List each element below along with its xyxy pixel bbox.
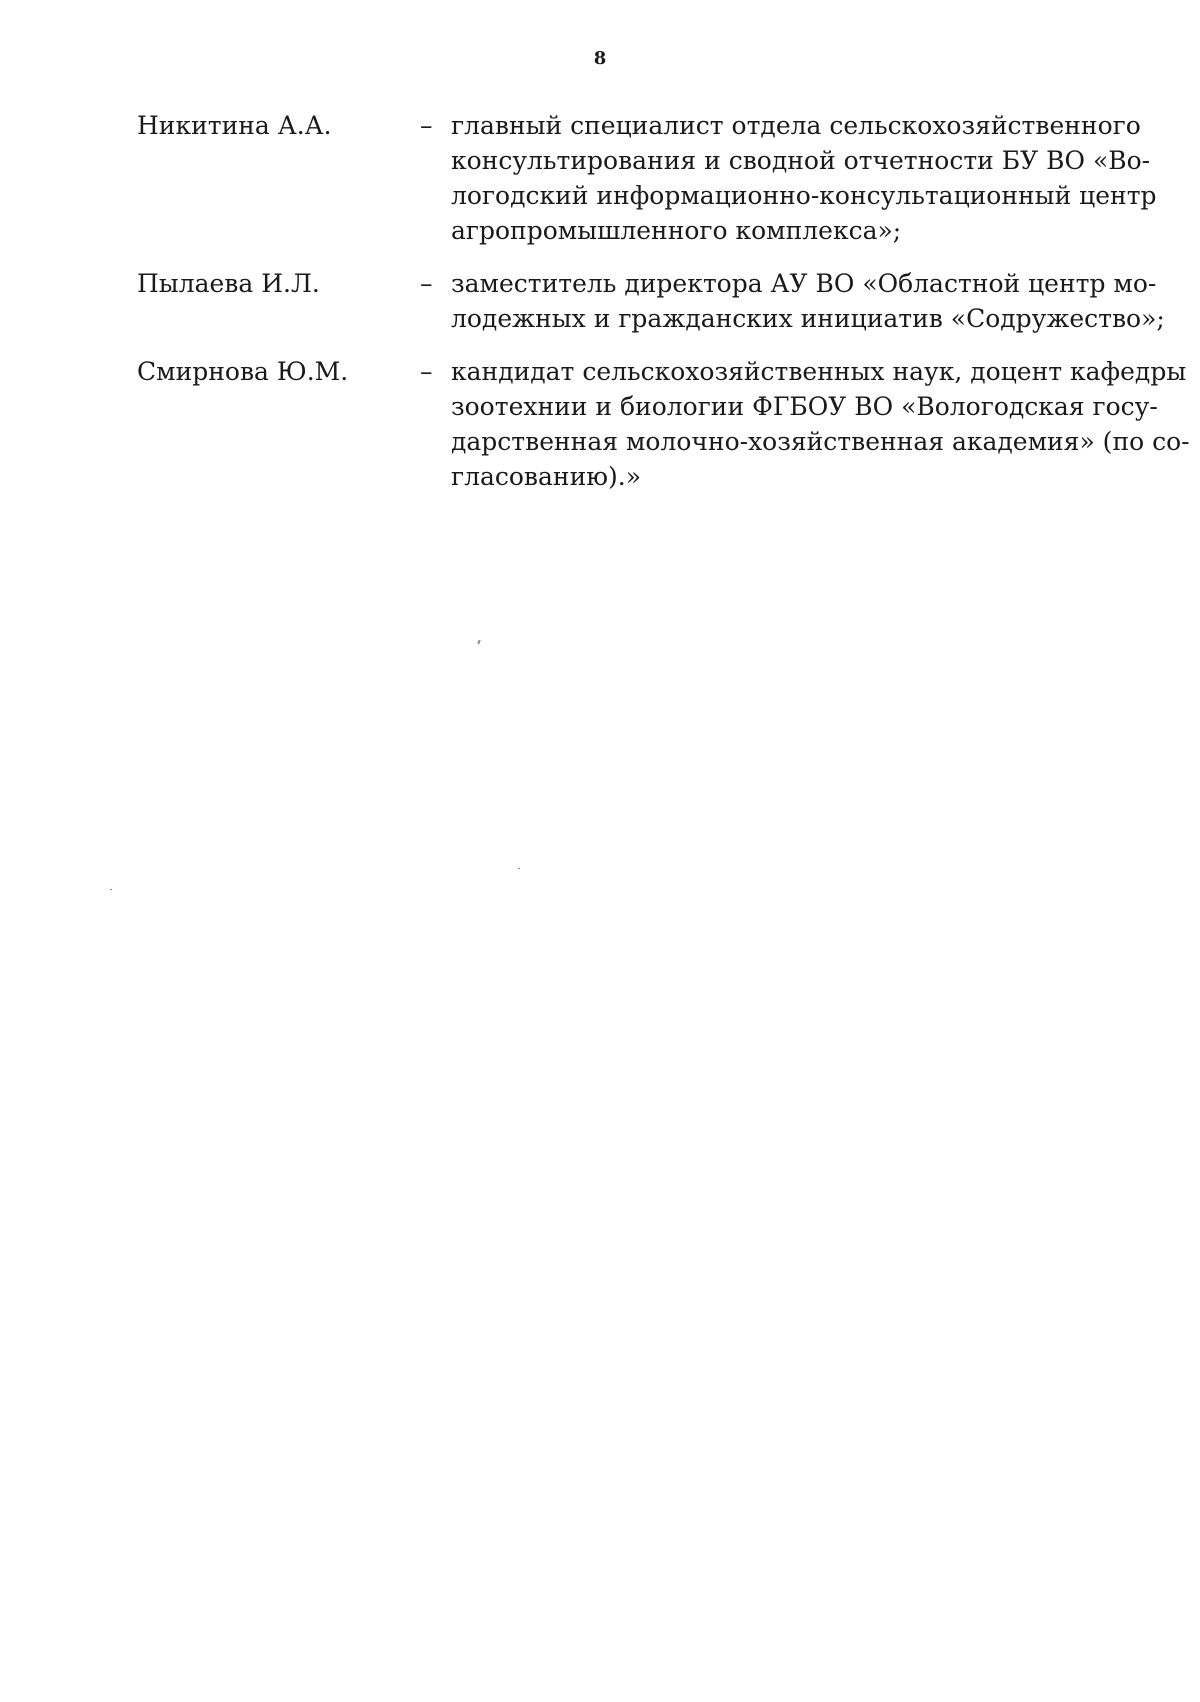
dash-separator: – (420, 111, 433, 140)
list-item (137, 354, 1190, 494)
position-line: кандидат сельскохозяйственных наук, доцент кафедры (451, 357, 1187, 386)
member-list (137, 108, 1190, 512)
list-item (137, 108, 1157, 248)
position-line: зоотехнии и биологии ФГБОУ ВО «Вологодская госу- (451, 392, 1158, 421)
scan-speck (110, 889, 112, 890)
position-line: главный специалист отдела сельскохозяйственного (451, 111, 1141, 140)
position-line: логодский информационно-консультационный центр (451, 181, 1157, 210)
scan-speck (518, 868, 520, 869)
position-line: лодежных и гражданских инициатив «Содружество»; (451, 304, 1165, 333)
position-line: агропромышленного комплекса»; (451, 216, 902, 245)
position-line: дарственная молочно-хозяйственная академия» (по со- (451, 427, 1190, 456)
member-position (451, 266, 1165, 336)
member-name: Пылаева И.Л. (137, 269, 320, 298)
position-line: консультирования и сводной отчетности БУ ВО «Во- (451, 146, 1151, 175)
page-number: 8 (593, 48, 607, 69)
dash-separator: – (420, 357, 433, 386)
member-name: Смирнова Ю.М. (137, 357, 349, 386)
position-line: заместитель директора АУ ВО «Областной центр мо- (451, 269, 1157, 298)
dash-separator: – (420, 269, 433, 298)
member-name: Никитина А.А. (137, 111, 332, 140)
scan-speck (477, 640, 481, 644)
position-line: гласованию).» (451, 462, 642, 491)
member-position (451, 108, 1157, 248)
member-position (451, 354, 1190, 494)
list-item (137, 266, 1165, 336)
